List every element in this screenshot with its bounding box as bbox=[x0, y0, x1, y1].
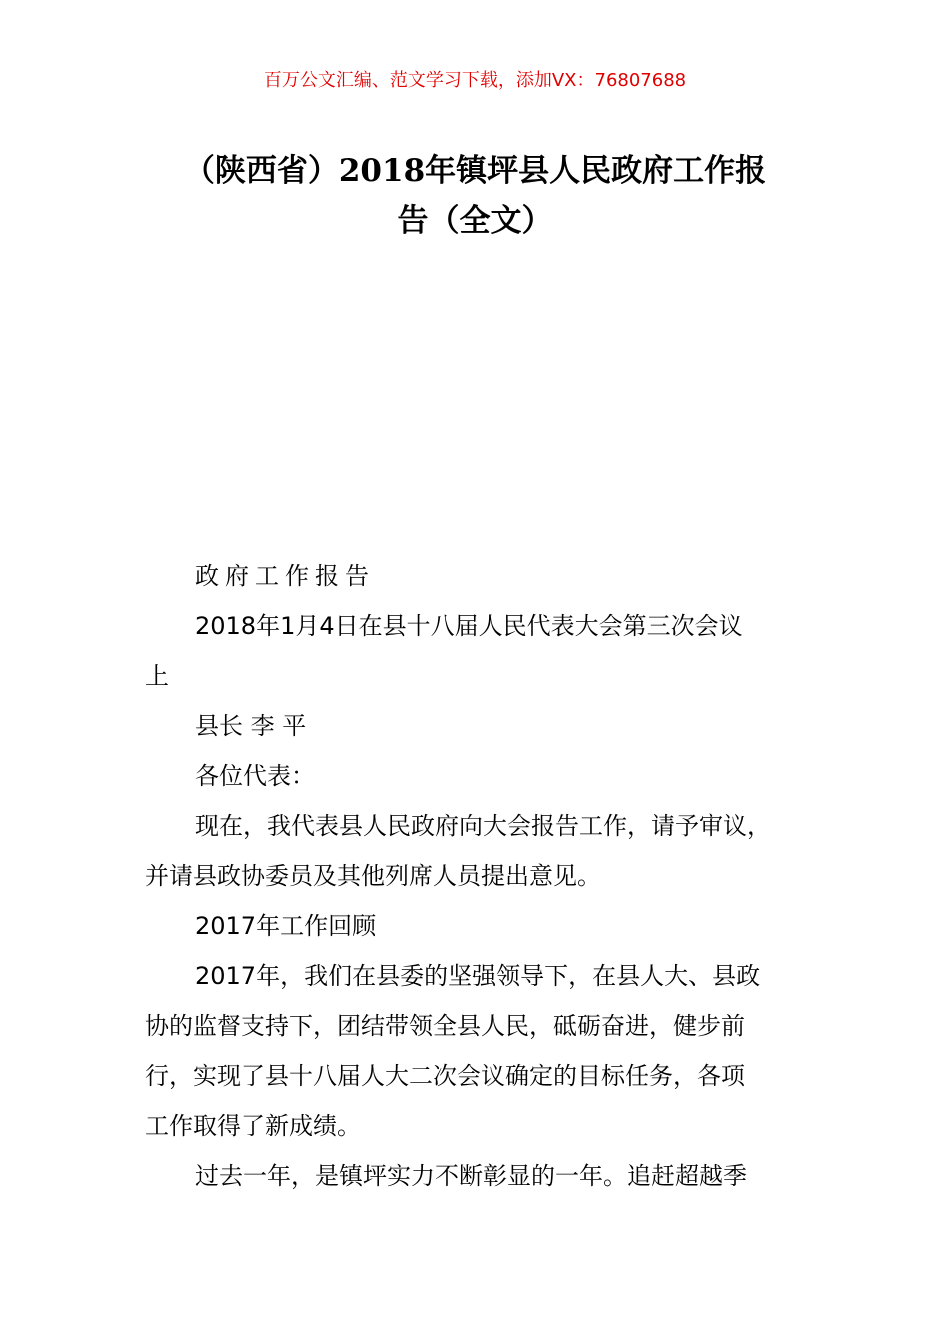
document-body bbox=[145, 551, 835, 1201]
salutation: 各位代表： bbox=[195, 762, 315, 790]
body-paragraph-line: 过去一年，是镇坪实力不断彰显的一年。追赶超越季 bbox=[195, 1162, 747, 1190]
body-paragraph-line: 行，实现了县十八届人大二次会议确定的目标任务，各项 bbox=[145, 1062, 745, 1090]
body-paragraph-line: 现在，我代表县人民政府向大会报告工作，请予审议， bbox=[195, 812, 771, 840]
body-paragraph-line: 协的监督支持下，团结带领全县人民，砥砺奋进，健步前 bbox=[145, 1012, 745, 1040]
meeting-date-line: 2018年1月4日在县十八届人民代表大会第三次会议 bbox=[195, 612, 743, 640]
meeting-date-line-wrap: 上 bbox=[145, 662, 169, 690]
header-watermark-note: 百万公文汇编、范文学习下载，添加VX：76807688 bbox=[263, 70, 687, 91]
title-line-1: （陕西省）2018年镇坪县人民政府工作报 bbox=[183, 153, 767, 189]
speaker-line: 县长 李 平 bbox=[195, 712, 307, 740]
body-paragraph-line: 2017年，我们在县委的坚强领导下，在县人大、县政 bbox=[195, 962, 761, 990]
report-heading: 政府工作报告 bbox=[195, 562, 375, 590]
section-heading: 2017年工作回顾 bbox=[195, 912, 377, 940]
body-paragraph-line: 工作取得了新成绩。 bbox=[145, 1112, 361, 1140]
document-title bbox=[140, 146, 810, 246]
title-line-2: 告（全文） bbox=[397, 203, 553, 239]
body-paragraph-line: 并请县政协委员及其他列席人员提出意见。 bbox=[145, 862, 601, 890]
